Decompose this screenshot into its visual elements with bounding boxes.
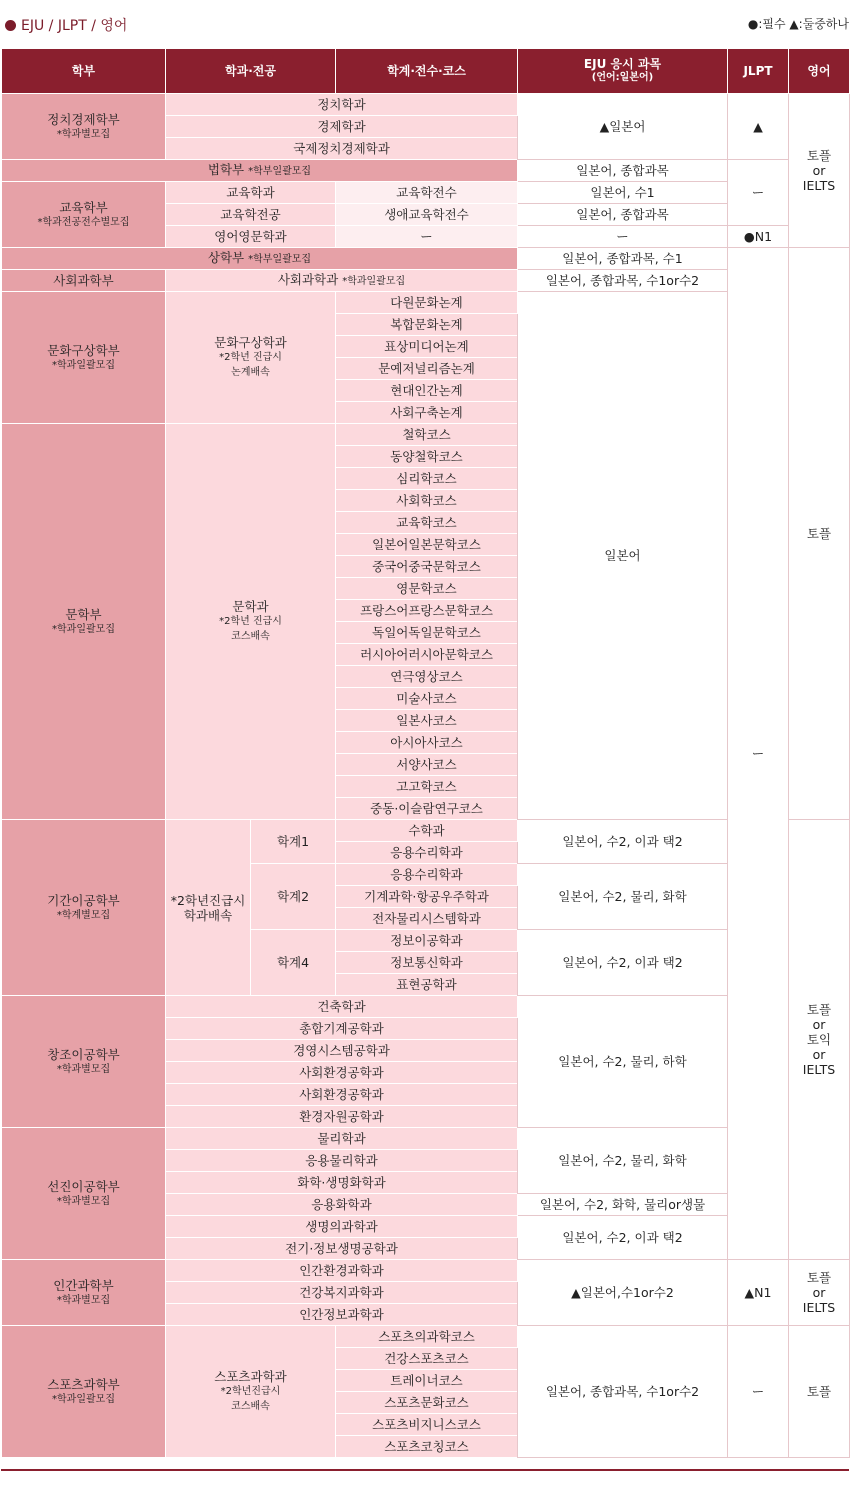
dept-cell: 경제학과 [166, 116, 518, 138]
course-cell: 고고학코스 [336, 776, 518, 798]
course-cell: 사회학코스 [336, 490, 518, 512]
col-english: 영어 [789, 49, 850, 94]
dept-cell: 화학·생명화학과 [166, 1172, 518, 1194]
dept-cell: 사회과학과 *학과일괄모집 [166, 270, 518, 292]
eju-cell: 일본어, 종합과목, 수1 [518, 248, 728, 270]
dept-cell: 스포츠과학과 *2학년진급시 코스배속 [166, 1326, 336, 1458]
course-cell: 사회구축논계 [336, 402, 518, 424]
eju-cell: 일본어, 수1 [518, 182, 728, 204]
dept-cell: 경영시스템공학과 [166, 1040, 518, 1062]
english-cell: 토플 or IELTS [789, 94, 850, 248]
course-cell: 응용수리학과 [336, 864, 518, 886]
dept-cell: 응용화학과 [166, 1194, 518, 1216]
course-cell: 러시아어러시아문학코스 [336, 644, 518, 666]
course-cell: 교육학코스 [336, 512, 518, 534]
col-eju: EJU 응시 과목 (언어:일본어) [518, 49, 728, 94]
eju-cell: 일본어, 종합과목, 수1or수2 [518, 1326, 728, 1458]
course-cell: 중국어중국문학코스 [336, 556, 518, 578]
group-cell: 학계1 [251, 820, 336, 864]
course-cell: 응용수리학과 [336, 842, 518, 864]
english-cell: 토플 [789, 248, 850, 820]
course-cell: 심리학코스 [336, 468, 518, 490]
course-cell: 전자물리시스템학과 [336, 908, 518, 930]
english-cell: 토플 [789, 1326, 850, 1458]
eju-cell: 일본어, 종합과목 [518, 204, 728, 226]
dept-cell: 건강복지과학과 [166, 1282, 518, 1304]
course-cell: 복합문화논계 [336, 314, 518, 336]
page-header [0, 0, 865, 48]
course-cell: 서양사코스 [336, 754, 518, 776]
table-bottom-border [1, 1469, 849, 1471]
page-title-text: EJU / JLPT / 영어 [21, 18, 128, 34]
course-cell: 표현공학과 [336, 974, 518, 996]
eju-cell: 일본어, 수2, 화학, 물리or생물 [518, 1194, 728, 1216]
col-dept: 학과·전공 [166, 49, 336, 94]
eju-cell: ▲일본어,수1or수2 [518, 1260, 728, 1326]
english-cell: 토플 or IELTS [789, 1260, 850, 1326]
col-faculty: 학부 [2, 49, 166, 94]
course-cell: 스포츠비지니스코스 [336, 1414, 518, 1436]
course-cell: 다원문화논계 [336, 292, 518, 314]
eju-cell: 일본어, 수2, 물리, 하학 [518, 996, 728, 1128]
course-cell: 스포츠의과학코스 [336, 1326, 518, 1348]
col-jlpt: JLPT [728, 49, 789, 94]
eju-cell: 일본어, 종합과목, 수1or수2 [518, 270, 728, 292]
course-cell: 철학코스 [336, 424, 518, 446]
course-cell: ー [336, 226, 518, 248]
dept-cell: 건축학과 [166, 996, 518, 1018]
eju-cell: ▲일본어 [518, 94, 728, 160]
course-cell: 일본어일본문학코스 [336, 534, 518, 556]
dept-cell: 인간환경과학과 [166, 1260, 518, 1282]
course-cell: 영문학코스 [336, 578, 518, 600]
course-cell: 건강스포츠코스 [336, 1348, 518, 1370]
course-cell: 독일어독일문학코스 [336, 622, 518, 644]
dept-cell: *2학년진급시 학과배속 [166, 820, 251, 996]
faculty-cell: 창조이공학부 *학과별모집 [2, 996, 166, 1128]
course-cell: 문예저널리즘논계 [336, 358, 518, 380]
course-cell: 생애교육학전수 [336, 204, 518, 226]
faculty-cell: 기간이공학부 *학계별모집 [2, 820, 166, 996]
dept-cell: 정치학과 [166, 94, 518, 116]
course-cell: 스포츠코칭코스 [336, 1436, 518, 1458]
faculty-cell: 사회과학부 [2, 270, 166, 292]
faculty-cell: 스포츠과학부 *학과일괄모집 [2, 1326, 166, 1458]
dept-cell: 국제정치경제학과 [166, 138, 518, 160]
legend: ●:필수 ▲:둘중하나 [747, 17, 849, 31]
course-cell: 수학과 [336, 820, 518, 842]
faculty-cell: 법학부 *학부일괄모집 [2, 160, 518, 182]
dept-cell: 영어영문학과 [166, 226, 336, 248]
faculty-cell: 정치경제학부 *학과별모집 [2, 94, 166, 160]
col-course: 학계·전수·코스 [336, 49, 518, 94]
jlpt-cell: ー [728, 248, 789, 1260]
jlpt-cell: ▲ [728, 94, 789, 160]
faculty-cell: 선진이공학부 *학과별모집 [2, 1128, 166, 1260]
dept-cell: 교육학전공 [166, 204, 336, 226]
course-cell: 미술사코스 [336, 688, 518, 710]
course-cell: 스포츠문화코스 [336, 1392, 518, 1414]
page-title [5, 15, 127, 35]
dept-cell: 응용물리학과 [166, 1150, 518, 1172]
eju-cell: ー [518, 226, 728, 248]
dept-cell: 생명의과학과 [166, 1216, 518, 1238]
dept-cell: 환경자원공학과 [166, 1106, 518, 1128]
dept-cell: 물리학과 [166, 1128, 518, 1150]
faculty-cell: 교육학부 *학과전공전수별모집 [2, 182, 166, 248]
dept-cell: 총합기계공학과 [166, 1018, 518, 1040]
dept-cell: 전기·정보생명공학과 [166, 1238, 518, 1260]
dept-cell: 문학과 *2학년 진급시 코스배속 [166, 424, 336, 820]
dept-cell: 문화구상학과 *2학년 진급시 논계배속 [166, 292, 336, 424]
dept-cell: 교육학과 [166, 182, 336, 204]
course-cell: 현대인간논계 [336, 380, 518, 402]
course-cell: 정보이공학과 [336, 930, 518, 952]
eju-cell: 일본어, 수2, 물리, 화학 [518, 864, 728, 930]
course-cell: 표상미디어논계 [336, 336, 518, 358]
jlpt-cell: ー [728, 1326, 789, 1458]
course-cell: 정보통신학과 [336, 952, 518, 974]
group-cell: 학계4 [251, 930, 336, 996]
jlpt-cell: ●N1 [728, 226, 789, 248]
dept-cell: 사회환경공학과 [166, 1084, 518, 1106]
faculty-cell: 문화구상학부 *학과일괄모집 [2, 292, 166, 424]
dept-cell: 사회환경공학과 [166, 1062, 518, 1084]
eju-cell: 일본어, 종합과목 [518, 160, 728, 182]
eju-cell: 일본어 [518, 292, 728, 820]
jlpt-cell: ー [728, 160, 789, 226]
eju-cell: 일본어, 수2, 이과 택2 [518, 930, 728, 996]
faculty-cell: 상학부 *학부일괄모집 [2, 248, 518, 270]
english-cell: 토플 or 토익 or IELTS [789, 820, 850, 1260]
course-cell: 일본사코스 [336, 710, 518, 732]
dept-cell: 인간정보과학과 [166, 1304, 518, 1326]
eju-cell: 일본어, 수2, 이과 택2 [518, 820, 728, 864]
course-cell: 교육학전수 [336, 182, 518, 204]
course-cell: 프랑스어프랑스문학코스 [336, 600, 518, 622]
eju-cell: 일본어, 수2, 이과 택2 [518, 1216, 728, 1260]
header-row [2, 49, 850, 94]
course-cell: 트레이너코스 [336, 1370, 518, 1392]
bullet-dot-icon [5, 20, 16, 31]
admission-table [1, 48, 850, 1458]
course-cell: 기계과학·항공우주학과 [336, 886, 518, 908]
faculty-cell: 인간과학부 *학과별모집 [2, 1260, 166, 1326]
faculty-cell: 문학부 *학과일괄모집 [2, 424, 166, 820]
eju-cell: 일본어, 수2, 물리, 화학 [518, 1128, 728, 1194]
course-cell: 연극영상코스 [336, 666, 518, 688]
group-cell: 학계2 [251, 864, 336, 930]
course-cell: 아시아사코스 [336, 732, 518, 754]
course-cell: 동양철학코스 [336, 446, 518, 468]
course-cell: 중동·이슬람연구코스 [336, 798, 518, 820]
jlpt-cell: ▲N1 [728, 1260, 789, 1326]
